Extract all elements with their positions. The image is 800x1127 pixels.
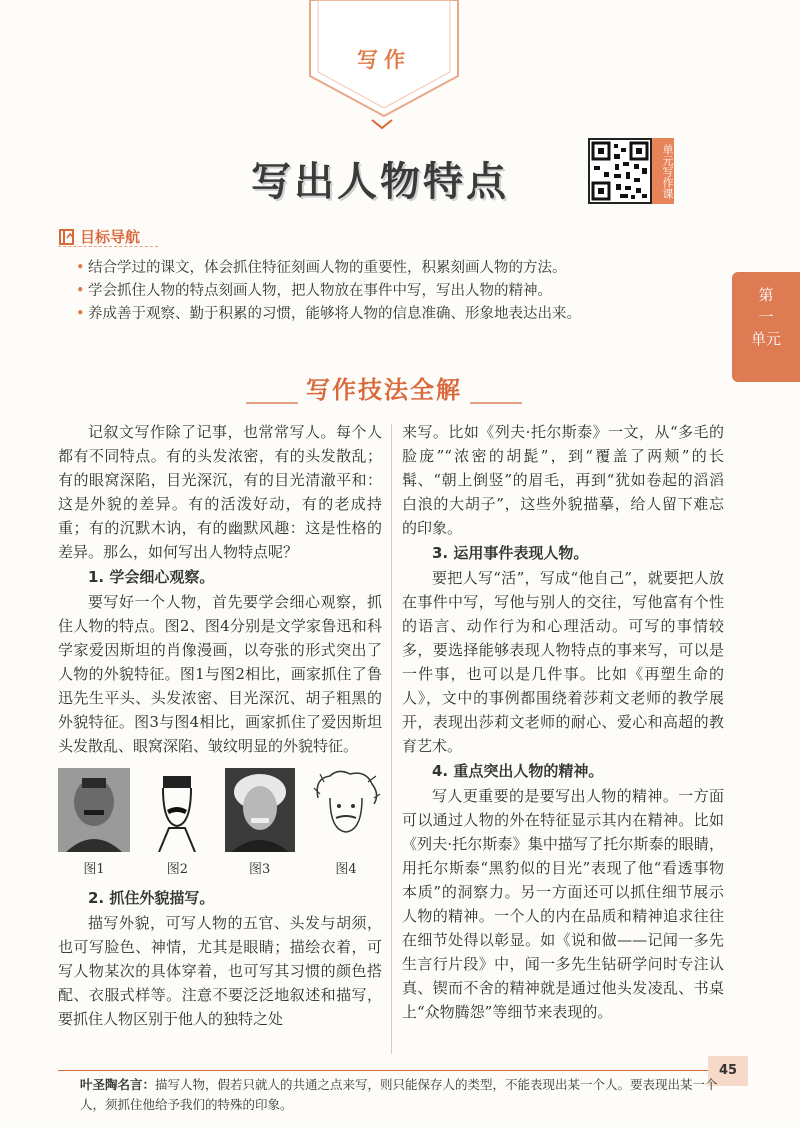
portrait-sketch-einstein (310, 768, 382, 852)
section-title: 写作技法全解 (306, 376, 462, 404)
figure-caption: 图3 (249, 862, 271, 877)
column-divider (391, 424, 392, 1054)
subheading-events: 3. 运用事件表现人物。 (432, 544, 589, 562)
subheading-appearance: 2. 抓住外貌描写。 (88, 889, 215, 907)
chevron-down-icon (370, 118, 394, 130)
intro-paragraph: 记叙文写作除了记事，也常常写人。每个人都有不同特点。有的头发浓密，有的头发散乱；有的眼窝深陷，目光深沉，有的目光清澈平和：这是外貌的差异。有的活泼好动，有的老成持重；有的沉默木讷，有的幽默风趣：这是性格的差异。那么，如何写出人物特点呢？ (58, 423, 382, 561)
section-rule-right (470, 402, 522, 404)
figure-caption: 图2 (166, 862, 188, 877)
subheading-spirit: 4. 重点突出人物的精神。 (432, 762, 604, 780)
spirit-paragraph: 写人更重要的是要写出人物的精神。一方面可以通过人物的外在特征显示其内在精神。比如《列夫·托尔斯泰》集中描写了托尔斯泰的眼睛，用托尔斯泰“黑豹似的目光”表现了他“看透事物本质”的洞察力。另一方面还可以抓住细节展示人物的精神。一个人的内在品质和精神追求往往在细节处得以彰显。如《说和做——记闻一多先生言行片段》中，闻一多先生钻研学问时专注认真、锲而不舍的精神就是通过他头发凌乱、书桌上“众物腾怨”等细节来表现的。 (402, 787, 724, 1021)
events-paragraph: 要把人写“活”，写成“他自己”，就要把人放在事件中写，写他与别人的交往，写他富有个性的语言、动作行为和心理活动。可写的事情较多，要选择能够表现人物特点的事来写，可以是一件事，也可以是几件事。比如《再塑生命的人》，文中的事例都围绕着莎莉文老师的教学展开，表现出莎莉文老师的耐心、爱心和高超的教育艺术。 (402, 569, 724, 755)
goal-heading-label: 目标导航 (80, 228, 141, 246)
portrait-sketch-luxun (145, 768, 209, 852)
figure-caption: 图4 (335, 862, 357, 877)
banner-label: 写作 (357, 48, 411, 72)
figure-2 (145, 768, 209, 881)
goal-list (76, 257, 716, 326)
qr-tab-label: 单元写作课 (652, 138, 674, 204)
goal-heading (58, 226, 140, 247)
figure-1 (58, 768, 130, 881)
section-banner (308, 0, 460, 118)
left-column (58, 420, 382, 1031)
footer-rule (58, 1070, 708, 1071)
figure-caption: 图1 (83, 862, 105, 877)
appearance-paragraph: 描写外貌，可写人物的五官、头发与胡须，也可写脸色、神情，尤其是眼睛；描绘衣着，可写人物某次的具体穿着，也可写其习惯的颜色搭配、衣服式样等。注意不要泛泛地叙述和描写，要抓住人物区别于他人的独特之处 (58, 914, 382, 1028)
goal-item: • 结合学过的课文，体会抓住特征刻画人物的重要性，积累刻画人物的方法。 (76, 257, 716, 280)
unit-tab-line: 第 (758, 286, 774, 304)
goal-underline (58, 246, 158, 247)
portrait-photo-luxun (58, 768, 130, 852)
quote-text: 描写人物，假若只就人的共通之点来写，则只能保存人的类型，不能表现出某一个人。要表现出某一个人，须抓住他给予我们的特殊的印象。 (80, 1077, 718, 1112)
portrait-figures (58, 768, 382, 881)
page-title: 写出人物特点 (251, 159, 509, 205)
footer-quote (80, 1075, 720, 1115)
portrait-photo-einstein (225, 768, 295, 852)
unit-tab (732, 272, 800, 382)
appearance-paragraph-cont: 来写。比如《列夫·托尔斯泰》一文，从“多毛的脸庞”“浓密的胡髭”，到“覆盖了两颊”的长髯、“朝上倒竖”的眉毛，再到“犹如卷起的滔滔白浪的大胡子”，这些外貌描摹，给人留下难忘的印象。 (402, 423, 724, 537)
goal-item: • 养成善于观察、勤于积累的习惯，能够将人物的信息准确、形象地表达出来。 (76, 303, 716, 326)
observe-paragraph: 要写好一个人物，首先要学会细心观察，抓住人物的特点。图2、图4分别是文学家鲁迅和科学家爱因斯坦的肖像漫画，以夸张的形式突出了人物的外貌特征。图1与图2相比，画家抓住了鲁迅先生平头、头发浓密、目光深沉、胡子粗黑的外貌特征。图3与图4相比，画家抓住了爱因斯坦头发散乱、眼窝深陷、皱纹明显的外貌特征。 (58, 593, 382, 755)
page-number: 45 (708, 1056, 748, 1086)
qr-code-icon[interactable] (588, 138, 652, 204)
subheading-observe: 1. 学会细心观察。 (88, 568, 215, 586)
right-column (402, 420, 724, 1024)
book-icon (58, 228, 76, 246)
figure-3 (225, 768, 295, 881)
quote-label: 叶圣陶名言： (80, 1077, 156, 1092)
figure-4 (310, 768, 382, 881)
unit-tab-line: 一 (758, 308, 774, 326)
goal-item: • 学会抓住人物的特点刻画人物，把人物放在事件中写，写出人物的精神。 (76, 280, 716, 303)
unit-tab-line: 单元 (750, 330, 781, 348)
